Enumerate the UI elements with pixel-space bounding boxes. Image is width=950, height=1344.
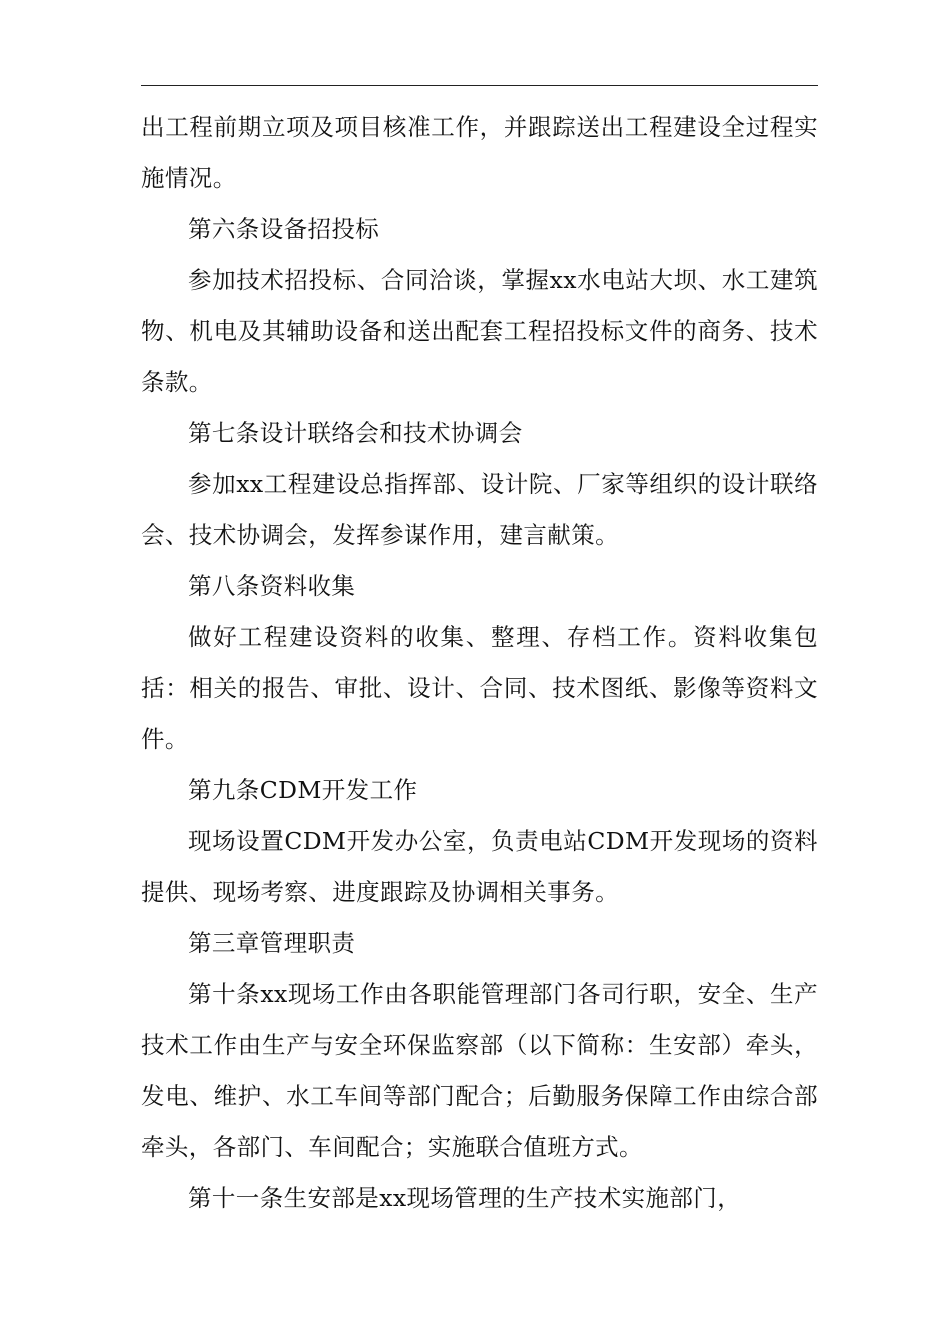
article-11-body: 第十一条生安部是xx现场管理的生产技术实施部门， [188,1184,742,1212]
article-8-body: 做好工程建设资料的收集、整理、存档工作。资料收集包括：相关的报告、审批、设计、合同、技术图纸、影像等资料文件。 [141,623,818,753]
article-6-heading: 第六条设备招投标 [188,215,380,243]
article-9-heading: 第九条CDM开发工作 [188,776,418,804]
article-6-body: 参加技术招投标、合同洽谈，掌握xx水电站大坝、水工建筑物、机电及其辅助设备和送出配套工程招投标文件的商务、技术条款。 [141,266,818,396]
chapter-3-heading: 第三章管理职责 [188,929,356,957]
article-8-heading: 第八条资料收集 [188,572,356,600]
article-7-heading: 第七条设计联络会和技术协调会 [188,419,523,447]
document-body [141,102,818,1224]
article-7-body: 参加xx工程建设总指挥部、设计院、厂家等组织的设计联络会、技术协调会，发挥参谋作用，建言献策。 [141,470,818,549]
article-10-body: 第十条xx现场工作由各职能管理部门各司行职，安全、生产技术工作由生产与安全环保监察部（以下简称：生安部）牵头，发电、维护、水工车间等部门配合；后勤服务保障工作由综合部牵头，各部门、车间配合；实施联合值班方式。 [141,980,818,1161]
header-rule [141,85,818,86]
paragraph-continuation: 出工程前期立项及项目核准工作，并跟踪送出工程建设全过程实施情况。 [141,113,818,192]
article-9-body: 现场设置CDM开发办公室，负责电站CDM开发现场的资料提供、现场考察、进度跟踪及协调相关事务。 [141,827,818,906]
